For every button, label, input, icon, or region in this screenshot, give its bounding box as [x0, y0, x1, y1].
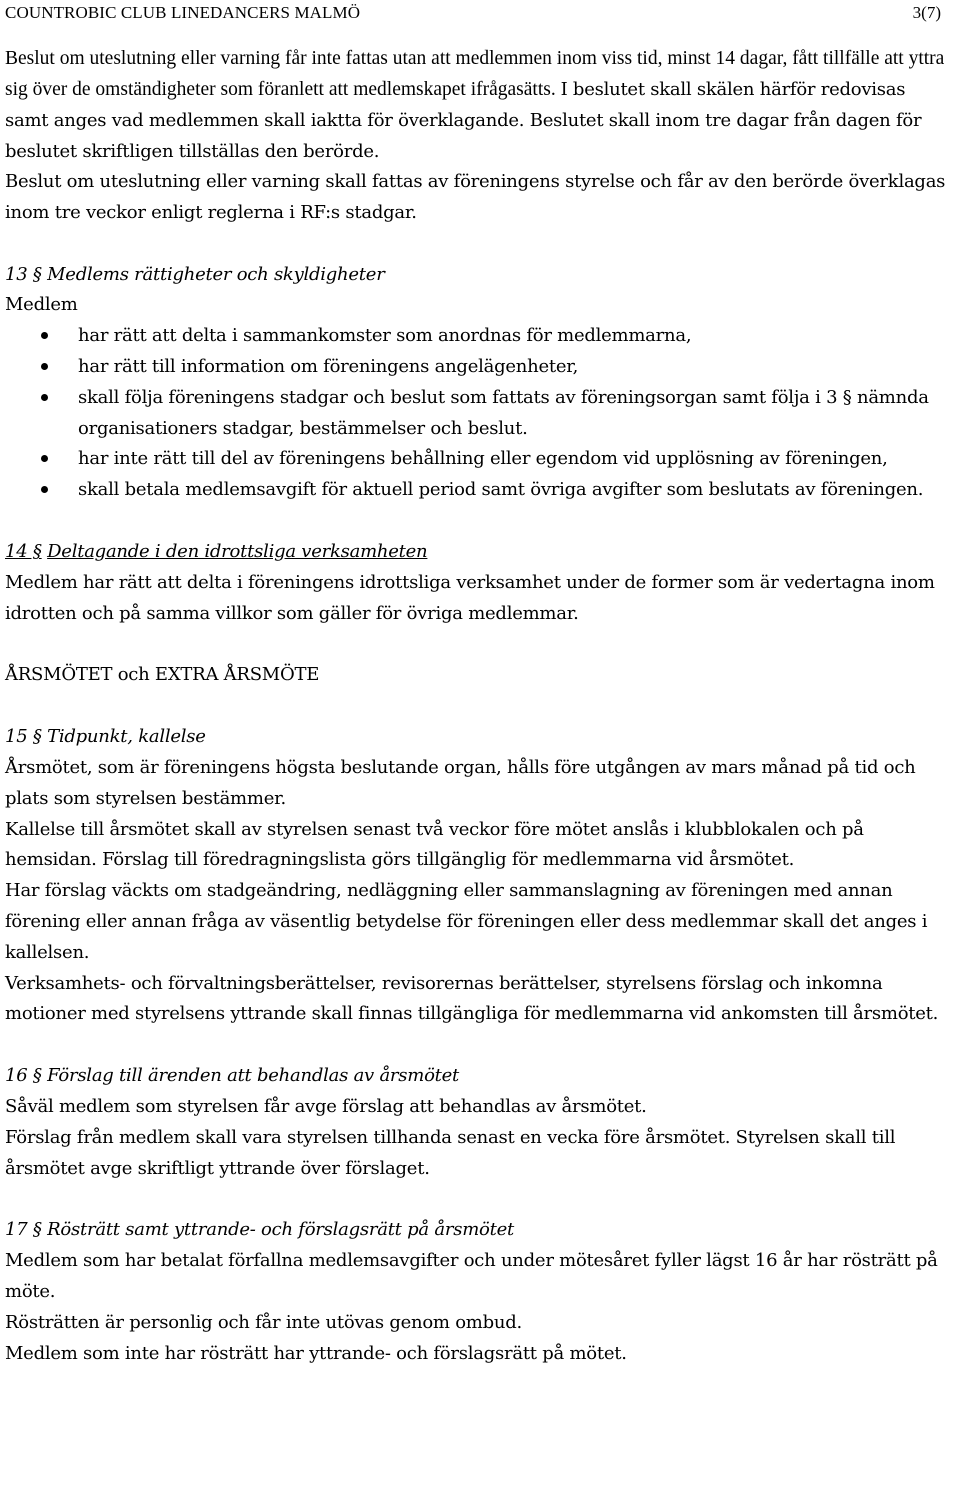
section-16-paragraph-2: Förslag från medlem skall vara styrelsen tillhanda senast en vecka före årsmötet. Styrelsen skall till årsmötet avge skriftligt yttrande över förslaget.: [5, 1126, 896, 1179]
page-number: 3(7): [912, 3, 941, 22]
section-17-paragraph-2: Rösträtten är personlig och får inte utövas genom ombud.: [5, 1311, 522, 1333]
section-16: [5, 1061, 953, 1184]
intro-section: [5, 43, 953, 229]
document-page: [5, 0, 953, 1369]
section-15-paragraph-3: Har förslag väckts om stadgeändring, nedläggning eller sammanslagning av föreningen med annan förening eller annan fråga av väsentlig betydelse för föreningen eller dess medlemmar skall det anges i kallelsen.: [5, 880, 928, 963]
annual-meeting-title: ÅRSMÖTET och EXTRA ÅRSMÖTE: [5, 664, 320, 686]
section-13-title: Medlems rättigheter och skyldigheter: [47, 263, 385, 285]
section-14-paragraph: Medlem har rätt att delta i föreningens idrottsliga verksamhet under de former som är vedertagna inom idrotten och på samma villkor som gäller för övriga medlemmar.: [5, 571, 935, 624]
section-16-title: Förslag till ärenden att behandlas av årsmötet: [47, 1065, 460, 1087]
section-17-paragraph-3: Medlem som inte har rösträtt har yttrande- och förslagsrätt på mötet.: [5, 1342, 627, 1364]
intro-sentence-2: I beslutet skall skälen härför redovisas samt anges vad medlemmen skall iaktta för överklagande. Beslutet skall inom tre dagar från dagen för beslutet skriftligen tillställas den berörde.: [5, 79, 922, 162]
section-15-paragraph-2: Kallelse till årsmötet skall av styrelsen senast två veckor före mötet anslås i klubblokalen och på hemsidan. Förslag till föredragningslista görs tillgänglig för medlemmarna vid årsmötet.: [5, 818, 864, 871]
bullet-icon: [41, 363, 48, 370]
intro-paragraph-2: Beslut om uteslutning eller varning skall fattas av föreningens styrelse och får av den berörde överklagas inom tre veckor enligt reglerna i RF:s stadgar.: [5, 171, 946, 223]
list-item: har inte rätt till del av föreningens behållning eller egendom vid upplösning av föreningen,: [5, 444, 953, 475]
list-item: har rätt att delta i sammankomster som anordnas för medlemmarna,: [5, 321, 953, 352]
bullet-icon: [41, 394, 48, 401]
section-17: [5, 1215, 953, 1369]
header-title: COUNTROBIC CLUB LINEDANCERS MALMÖ: [5, 3, 361, 22]
section-17-number: 17 §: [5, 1219, 42, 1241]
section-15-paragraph-4: Verksamhets- och förvaltningsberättelser, revisorernas berättelser, styrelsens förslag och inkomna motioner med styrelsens yttrande skall finnas tillgängliga för medlemmarna vid ankomsten till årsmötet.: [5, 972, 939, 1025]
section-15-heading: [5, 722, 953, 753]
list-item: skall betala medlemsavgift för aktuell period samt övriga avgifter som beslutats av föreningen.: [5, 475, 953, 506]
section-16-number: 16 §: [5, 1065, 42, 1087]
section-15-number: 15 §: [5, 726, 42, 748]
section-17-heading: [5, 1215, 953, 1246]
section-15: [5, 722, 953, 1030]
section-13-heading: [5, 260, 953, 291]
intro-sentence-1: Beslut om uteslutning eller varning får inte fattas utan att medlemmen inom viss tid, minst 14 dagar, fått tillfälle att yttra sig över de omständigheter som föranlett att medlemskapet ifrågasätts.: [5, 48, 945, 100]
section-15-title: Tidpunkt, kallelse: [47, 726, 206, 748]
intro-paragraph-1: [5, 43, 953, 167]
section-15-paragraph-1: Årsmötet, som är föreningens högsta beslutande organ, hålls före utgången av mars månad på tid och plats som styrelsen bestämmer.: [5, 756, 916, 809]
page-header: [5, 0, 953, 34]
section-16-paragraph-1: Såväl medlem som styrelsen får avge förslag att behandlas av årsmötet.: [5, 1095, 647, 1117]
section-14-heading: [5, 537, 953, 568]
section-13: [5, 260, 953, 506]
section-16-heading: [5, 1061, 953, 1092]
section-17-paragraph-1: Medlem som har betalat förfallna medlemsavgifter och under mötesåret fyller lägst 16 år har rösträtt på möte.: [5, 1250, 938, 1302]
bullet-icon: [41, 455, 48, 462]
section-17-title: Rösträtt samt yttrande- och förslagsrätt på årsmötet: [47, 1219, 514, 1241]
bullet-icon: [41, 486, 48, 493]
section-13-list: [5, 321, 953, 506]
section-13-number: 13 §: [5, 263, 42, 285]
bullet-icon: [41, 332, 48, 339]
list-item: skall följa föreningens stadgar och beslut som fattats av föreningsorgan samt följa i 3 § nämnda organisationers stadgar, bestämmelser och beslut.: [5, 383, 953, 445]
section-14: [5, 537, 953, 629]
section-14-title: Deltagande i den idrottsliga verksamheten: [47, 540, 428, 562]
list-item: har rätt till information om föreningens angelägenheter,: [5, 352, 953, 383]
section-13-lead: Medlem: [5, 294, 78, 316]
section-14-number: 14 §: [5, 540, 42, 562]
